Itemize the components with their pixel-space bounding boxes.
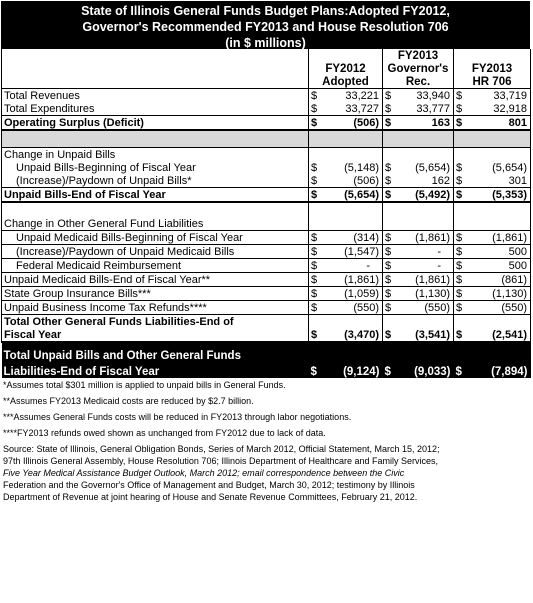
value-gov-rec: 162	[393, 174, 454, 188]
currency-sign: $	[309, 174, 319, 188]
footnote-4: ****FY2013 refunds owed shown as unchanged from FY2012 due to lack of data.	[3, 428, 326, 438]
row-label-line1: Total Other General Funds Liabilities-End of	[2, 315, 309, 329]
currency-sign: $	[311, 161, 318, 174]
value-hr706: 500	[464, 259, 531, 273]
value-fy2012: (1,059)	[319, 287, 383, 301]
currency-sign: $	[454, 245, 464, 259]
value-fy2012: (506)	[319, 174, 383, 188]
column-header-hr706-line3: HR 706	[454, 75, 531, 89]
value-hr706: (5,654)	[464, 161, 531, 174]
value-gov-rec: (550)	[393, 301, 454, 315]
footnote-1: *Assumes total $301 million is applied to unpaid bills in General Funds.	[3, 380, 286, 390]
currency-sign: $	[309, 188, 319, 203]
budget-table	[1, 49, 531, 378]
table-row	[2, 245, 531, 259]
value-gov-rec: (9,033)	[393, 362, 454, 378]
title-line-2: Governor's Recommended FY2013 and House Resolution 706	[82, 20, 449, 34]
row-label: Unpaid Bills-Beginning of Fiscal Year	[2, 161, 309, 174]
table-title	[1, 1, 530, 49]
currency-sign: $	[383, 287, 393, 301]
value-hr706: 33,719	[464, 89, 531, 103]
currency-sign: $	[309, 116, 319, 131]
source-line-2: 97th Illinois General Assembly, House Resolution 706; Illinois Department of Healthcare and Family Services,	[3, 456, 439, 466]
budget-table-container	[1, 1, 530, 503]
column-header-gov-line1: FY2013	[383, 49, 454, 62]
title-line-3: (in $ millions)	[225, 36, 306, 50]
currency-sign: $	[454, 273, 464, 287]
grand-total-row	[2, 362, 531, 378]
column-header-fy2012-line2: FY2012	[309, 62, 383, 75]
currency-sign: $	[454, 174, 464, 188]
currency-sign: $	[383, 102, 393, 116]
value-fy2012: -	[319, 259, 383, 273]
source-line-5: Department of Revenue at joint hearing of House and Senate Revenue Committees, February 21, 2012.	[3, 492, 418, 502]
section-header-row	[2, 148, 531, 162]
currency-sign: $	[454, 362, 464, 378]
value-gov-rec: 33,940	[393, 89, 454, 103]
value-gov-rec: -	[393, 259, 454, 273]
value-hr706: 301	[464, 174, 531, 188]
currency-sign: $	[309, 273, 319, 287]
currency-sign: $	[385, 161, 392, 174]
currency-sign: $	[309, 328, 319, 342]
currency-sign: $	[311, 89, 318, 102]
currency-sign: $	[454, 116, 464, 131]
currency-sign: $	[385, 89, 392, 102]
currency-sign: $	[456, 161, 463, 174]
currency-sign: $	[309, 245, 319, 259]
grand-total-label-line2: Liabilities-End of Fiscal Year	[2, 362, 309, 378]
value-hr706: (5,353)	[464, 188, 531, 203]
value-gov-rec: (1,861)	[393, 273, 454, 287]
section-label: Change in Unpaid Bills	[2, 148, 309, 162]
table-row	[2, 102, 531, 116]
value-gov-rec: (1,861)	[393, 231, 454, 245]
value-fy2012: (9,124)	[319, 362, 383, 378]
currency-sign: $	[383, 174, 393, 188]
value-gov-rec: 163	[393, 116, 454, 131]
currency-sign: $	[383, 273, 393, 287]
value-hr706: 32,918	[464, 102, 531, 116]
currency-sign: $	[454, 301, 464, 315]
spacer-row	[2, 130, 531, 148]
spacer-row	[2, 202, 531, 217]
row-label: Federal Medicaid Reimbursement	[2, 259, 309, 273]
value-fy2012: 33,727	[319, 102, 383, 116]
table-row	[2, 259, 531, 273]
currency-sign: $	[309, 102, 319, 116]
currency-sign: $	[383, 301, 393, 315]
column-header-row-2	[2, 62, 531, 75]
value-hr706: (861)	[464, 273, 531, 287]
row-label: Total Revenues	[2, 89, 309, 103]
column-header-row-3	[2, 75, 531, 89]
footnote-3: ***Assumes General Funds costs will be reduced in FY2013 through labor negotiations.	[3, 412, 352, 422]
table-row	[2, 89, 531, 103]
source-line-3: Five Year Medical Assistance Budget Outlook, March 2012; email correspondence between the Civic	[3, 468, 405, 478]
table-row-total	[2, 188, 531, 203]
value-fy2012: (1,861)	[319, 273, 383, 287]
currency-sign: $	[309, 259, 319, 273]
value-hr706: 801	[464, 116, 531, 131]
section-label: Change in Other General Fund Liabilities	[2, 217, 309, 231]
table-row	[2, 174, 531, 188]
column-header-gov-line3: Rec.	[383, 75, 454, 89]
value-fy2012: (5,654)	[319, 188, 383, 203]
currency-sign: $	[309, 287, 319, 301]
currency-sign: $	[454, 328, 464, 342]
table-row	[2, 287, 531, 301]
value-hr706: (1,130)	[464, 287, 531, 301]
value-gov-rec: -	[393, 245, 454, 259]
column-header-fy2012-line1	[309, 49, 383, 62]
footnotes	[1, 378, 530, 503]
row-label: Total Expenditures	[2, 102, 309, 116]
currency-sign: $	[454, 259, 464, 273]
table-row	[2, 161, 531, 174]
value-hr706: 500	[464, 245, 531, 259]
value-gov-rec: (5,492)	[393, 188, 454, 203]
table-row-total	[2, 328, 531, 342]
grand-total-row-line1	[2, 342, 531, 362]
section-header-row	[2, 217, 531, 231]
row-label: Operating Surplus (Deficit)	[2, 116, 309, 131]
row-label: Unpaid Bills-End of Fiscal Year	[2, 188, 309, 203]
table-row	[2, 301, 531, 315]
table-row-total-line1	[2, 315, 531, 329]
value-gov-rec: (3,541)	[393, 328, 454, 342]
column-header-fy2012-line3: Adopted	[309, 75, 383, 89]
currency-sign: $	[309, 231, 319, 245]
currency-sign: $	[309, 301, 319, 315]
row-label: Unpaid Business Income Tax Refunds****	[2, 301, 309, 315]
row-label: State Group Insurance Bills***	[2, 287, 309, 301]
source-line-4: Federation and the Governor's Office of Management and Budget, March 30, 2012; testimony by Illinois	[3, 480, 415, 490]
value-fy2012: (550)	[319, 301, 383, 315]
value-fy2012: (314)	[319, 231, 383, 245]
currency-sign: $	[454, 231, 464, 245]
currency-sign: $	[383, 245, 393, 259]
currency-sign: $	[456, 89, 463, 102]
footnote-2: **Assumes FY2013 Medicaid costs are reduced by $2.7 billion.	[3, 396, 254, 406]
value-hr706: (7,894)	[464, 362, 531, 378]
value-hr706: (550)	[464, 301, 531, 315]
row-label: Unpaid Medicaid Bills-End of Fiscal Year**	[2, 273, 309, 287]
table-row	[2, 273, 531, 287]
value-fy2012: (3,470)	[319, 328, 383, 342]
currency-sign: $	[309, 362, 319, 378]
value-hr706: (2,541)	[464, 328, 531, 342]
currency-sign: $	[454, 287, 464, 301]
currency-sign: $	[383, 231, 393, 245]
value-fy2012: (1,547)	[319, 245, 383, 259]
column-header-hr706-line2: FY2013	[454, 62, 531, 75]
value-gov-rec: (1,130)	[393, 287, 454, 301]
source-line-1: Source: State of Illinois, General Obligation Bonds, Series of March 2012, Official Statement, March 15, 2012;	[3, 444, 440, 454]
currency-sign: $	[383, 259, 393, 273]
row-label: (Increase)/Paydown of Unpaid Medicaid Bills	[2, 245, 309, 259]
row-label-line2: Fiscal Year	[2, 328, 309, 342]
currency-sign: $	[454, 102, 464, 116]
value-gov-rec: 33,777	[393, 102, 454, 116]
row-label: (Increase)/Paydown of Unpaid Bills*	[2, 174, 309, 188]
currency-sign: $	[383, 116, 393, 131]
row-label: Unpaid Medicaid Bills-Beginning of Fiscal Year	[2, 231, 309, 245]
currency-sign: $	[383, 362, 393, 378]
column-header-gov-line2: Governor's	[383, 62, 454, 75]
table-row-total	[2, 116, 531, 131]
title-line-1: State of Illinois General Funds Budget Plans:Adopted FY2012,	[81, 4, 450, 18]
value-hr706: (1,861)	[464, 231, 531, 245]
currency-sign: $	[383, 188, 393, 203]
value-fy2012: 33,221	[319, 89, 383, 103]
column-header-hr706-line1	[454, 49, 531, 62]
value-gov-rec: (5,654)	[393, 161, 454, 174]
value-fy2012: (506)	[319, 116, 383, 131]
currency-sign: $	[454, 188, 464, 203]
grand-total-label-line1: Total Unpaid Bills and Other General Funds	[2, 342, 309, 362]
value-fy2012: (5,148)	[319, 161, 383, 174]
currency-sign: $	[383, 328, 393, 342]
table-row	[2, 231, 531, 245]
